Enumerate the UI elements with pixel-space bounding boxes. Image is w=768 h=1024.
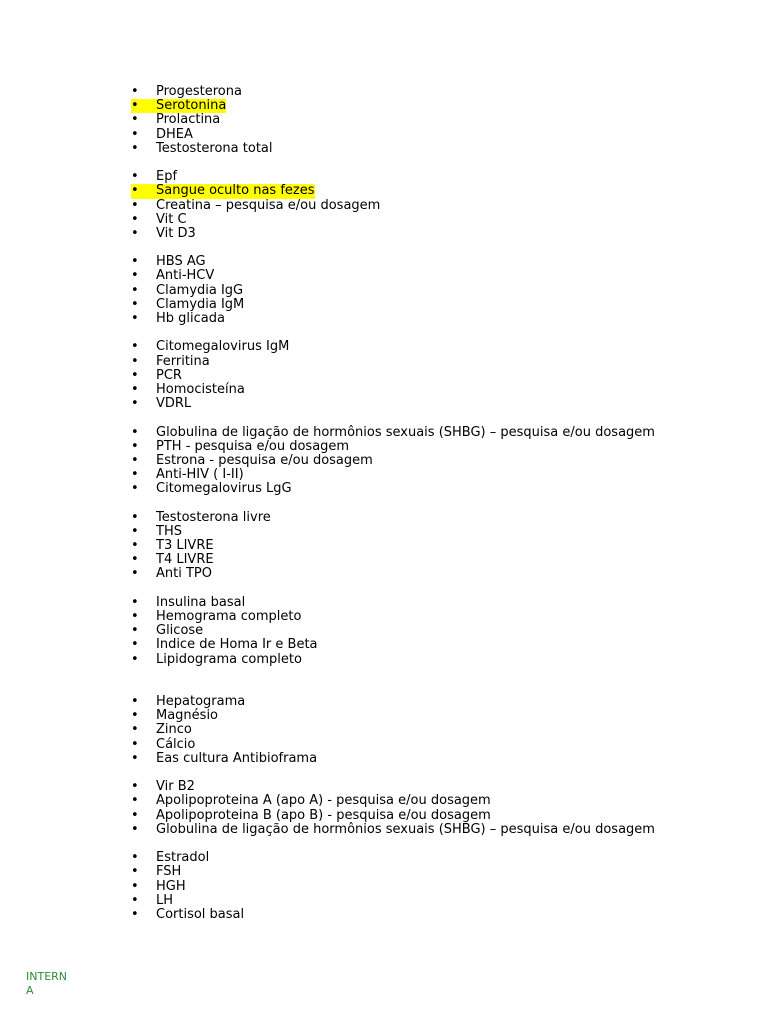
exam-list-item <box>131 113 751 127</box>
bullet-icon <box>131 454 141 468</box>
group-spacer <box>131 411 751 425</box>
exam-list-item <box>131 284 751 298</box>
bullet-icon <box>131 908 141 922</box>
bullet-icon <box>131 113 141 127</box>
exam-name: Magnésio <box>156 708 219 724</box>
exam-name: LH <box>156 892 174 908</box>
bullet-icon <box>131 709 141 723</box>
exam-name: Anti-HIV ( I-II) <box>156 467 244 483</box>
bullet-icon <box>131 355 141 369</box>
exam-list-item <box>131 596 751 610</box>
bullet-icon <box>131 142 141 156</box>
exam-group <box>131 85 751 156</box>
exam-list-item <box>131 794 751 808</box>
bullet-icon <box>131 610 141 624</box>
bullet-icon <box>131 851 141 865</box>
exam-name: Clamydia IgM <box>156 296 245 312</box>
exam-name: Estrona - pesquisa e/ou dosagem <box>156 452 373 468</box>
exam-list-item <box>131 738 751 752</box>
exam-name: Eas cultura Antibioframa <box>156 750 318 766</box>
exam-name: DHEA <box>156 126 193 142</box>
exam-name: Hemograma completo <box>156 608 302 624</box>
exam-list-item <box>131 553 751 567</box>
exam-name: PTH - pesquisa e/ou dosagem <box>156 438 350 454</box>
bullet-icon <box>131 539 141 553</box>
bullet-icon <box>131 511 141 525</box>
exam-name: Testosterona total <box>156 140 273 156</box>
exam-group <box>131 511 751 582</box>
exam-list-item <box>131 851 751 865</box>
exam-list-item <box>131 184 751 198</box>
bullet-icon <box>131 752 141 766</box>
exam-name: Glicose <box>156 623 204 639</box>
exam-list-item <box>131 355 751 369</box>
classification-label-line-1: INTERN <box>26 970 68 983</box>
exam-list-item <box>131 894 751 908</box>
bullet-icon <box>131 894 141 908</box>
exam-list-item <box>131 99 751 113</box>
exam-name: Estradol <box>156 850 210 866</box>
exam-name: Hb glicada <box>156 311 225 326</box>
bullet-icon <box>131 624 141 638</box>
exam-group <box>131 170 751 241</box>
exam-list-item <box>131 809 751 823</box>
bullet-icon <box>131 638 141 652</box>
exam-group <box>131 255 751 326</box>
exam-list-item <box>131 369 751 383</box>
exam-list-item <box>131 880 751 894</box>
exam-list-item <box>131 312 751 326</box>
exam-list-item <box>131 624 751 638</box>
exam-name: Sangue oculto nas fezes <box>156 183 315 199</box>
exam-list-item <box>131 397 751 411</box>
bullet-icon <box>131 440 141 454</box>
exam-name: PCR <box>156 367 182 383</box>
bullet-icon <box>131 468 141 482</box>
bullet-icon <box>131 255 141 269</box>
classification-label <box>26 970 76 998</box>
bullet-icon <box>131 695 141 709</box>
exam-name: T3 LIVRE <box>156 538 214 553</box>
exam-list-item <box>131 227 751 241</box>
group-spacer <box>131 667 751 695</box>
bullet-icon <box>131 482 141 496</box>
bullet-icon <box>131 85 141 99</box>
exam-name: Creatina – pesquisa e/ou dosagem <box>156 197 381 213</box>
bullet-icon <box>131 596 141 610</box>
bullet-icon <box>131 383 141 397</box>
exam-group <box>131 340 751 411</box>
exam-name: Zinco <box>156 722 192 738</box>
exam-list-item <box>131 823 751 837</box>
bullet-icon <box>131 653 141 667</box>
exam-name: Apolipoproteina A (apo A) - pesquisa e/ou dosagem <box>156 793 491 809</box>
exam-list-item <box>131 610 751 624</box>
exam-list-item <box>131 638 751 652</box>
exam-name: THS <box>156 523 182 539</box>
classification-label-line-2: A <box>26 984 34 997</box>
exam-name: Citomegalovirus IgM <box>156 339 290 355</box>
group-spacer <box>131 496 751 510</box>
group-spacer <box>131 582 751 596</box>
exam-list-item <box>131 199 751 213</box>
exam-name: Homocisteína <box>156 381 245 397</box>
exam-group <box>131 596 751 667</box>
exam-list-item <box>131 567 751 581</box>
exam-name: Cortisol basal <box>156 906 245 922</box>
exam-name: Indice de Homa Ir e Beta <box>156 637 318 653</box>
exam-list-item <box>131 426 751 440</box>
exam-list-item <box>131 454 751 468</box>
bullet-icon <box>131 99 141 113</box>
exam-name: VDRL <box>156 396 192 412</box>
bullet-icon <box>131 525 141 539</box>
exam-list-item <box>131 539 751 553</box>
exam-list-item <box>131 298 751 312</box>
bullet-icon <box>131 213 141 227</box>
bullet-icon <box>131 553 141 567</box>
exam-name: Testosterona livre <box>156 509 271 525</box>
exam-name: Anti TPO <box>156 566 212 582</box>
bullet-icon <box>131 738 141 752</box>
group-spacer <box>131 766 751 780</box>
exam-name: Citomegalovirus LgG <box>156 481 292 497</box>
exam-group <box>131 426 751 497</box>
exam-group <box>131 780 751 837</box>
bullet-icon <box>131 199 141 213</box>
exam-list-item <box>131 142 751 156</box>
exam-name: Globulina de ligação de hormônios sexuais (SHBG) – pesquisa e/ou dosagem <box>156 821 655 837</box>
bullet-icon <box>131 284 141 298</box>
exam-list-item <box>131 170 751 184</box>
exam-name: Globulina de ligação de hormônios sexuais (SHBG) – pesquisa e/ou dosagem <box>156 424 655 440</box>
bullet-icon <box>131 312 141 326</box>
exam-list-item <box>131 780 751 794</box>
exam-list-item <box>131 525 751 539</box>
bullet-icon <box>131 227 141 241</box>
bullet-icon <box>131 426 141 440</box>
bullet-icon <box>131 567 141 581</box>
bullet-icon <box>131 340 141 354</box>
bullet-icon <box>131 369 141 383</box>
bullet-icon <box>131 780 141 794</box>
exam-name: Vit C <box>156 211 187 227</box>
exam-name: Hepatograma <box>156 694 246 710</box>
exam-name: T4 LIVRE <box>156 552 214 568</box>
exam-list-item <box>131 865 751 879</box>
exam-list-item <box>131 213 751 227</box>
exam-name: Apolipoproteina B (apo B) - pesquisa e/ou dosagem <box>156 807 491 823</box>
exam-name: Serotonina <box>156 98 227 114</box>
bullet-icon <box>131 170 141 184</box>
exam-list-item <box>131 511 751 525</box>
bullet-icon <box>131 397 141 411</box>
exam-name: Anti-HCV <box>156 268 215 284</box>
bullet-icon <box>131 794 141 808</box>
exam-list-item <box>131 695 751 709</box>
exam-list-item <box>131 723 751 737</box>
exam-list <box>131 85 751 922</box>
group-spacer <box>131 156 751 170</box>
exam-group <box>131 851 751 922</box>
exam-list-item <box>131 128 751 142</box>
exam-name: FSH <box>156 864 182 880</box>
exam-name: Lipidograma completo <box>156 651 302 667</box>
exam-name: Insulina basal <box>156 594 246 610</box>
exam-name: Prolactina <box>156 112 221 128</box>
exam-list-item <box>131 468 751 482</box>
exam-name: Progesterona <box>156 84 242 99</box>
exam-list-item <box>131 85 751 99</box>
group-spacer <box>131 241 751 255</box>
bullet-icon <box>131 269 141 283</box>
exam-list-item <box>131 908 751 922</box>
exam-list-item <box>131 340 751 354</box>
bullet-icon <box>131 723 141 737</box>
exam-name: Vir B2 <box>156 779 195 795</box>
exam-list-item <box>131 482 751 496</box>
bullet-icon <box>131 880 141 894</box>
exam-list-item <box>131 383 751 397</box>
exam-name: Ferritina <box>156 353 210 369</box>
exam-list-item <box>131 255 751 269</box>
bullet-icon <box>131 184 141 198</box>
group-spacer <box>131 837 751 851</box>
exam-name: Cálcio <box>156 736 196 752</box>
group-spacer <box>131 326 751 340</box>
exam-list-item <box>131 709 751 723</box>
bullet-icon <box>131 823 141 837</box>
exam-name: Vit D3 <box>156 225 196 241</box>
bullet-icon <box>131 298 141 312</box>
exam-list-item <box>131 653 751 667</box>
exam-list-item <box>131 752 751 766</box>
exam-group <box>131 695 751 766</box>
exam-list-item <box>131 269 751 283</box>
bullet-icon <box>131 865 141 879</box>
exam-name: HGH <box>156 878 186 894</box>
bullet-icon <box>131 809 141 823</box>
exam-name: Epf <box>156 169 178 185</box>
bullet-icon <box>131 128 141 142</box>
exam-name: HBS AG <box>156 254 206 270</box>
exam-list-item <box>131 440 751 454</box>
exam-name: Clamydia IgG <box>156 282 244 298</box>
